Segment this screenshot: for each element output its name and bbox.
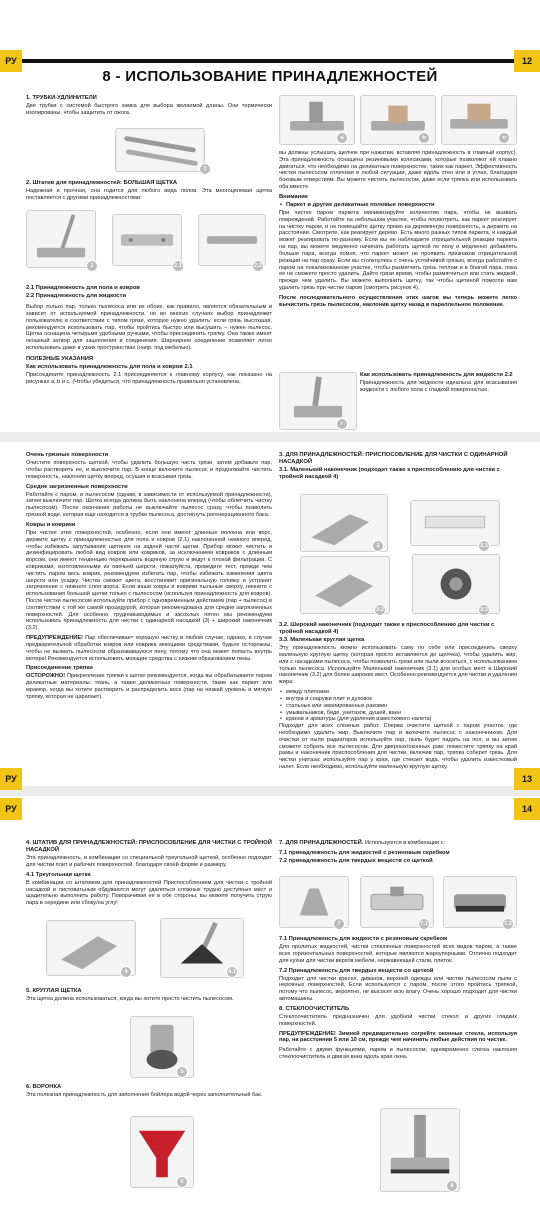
- medium-dirty-text: Работайте с паром, и пылесосом (одним, в зависимости от используемой принадлежности), затем выключите пар. Щетка всегда должна быть наклонена вперед (чтобы облегчить чистку пылесосом). После окончания работы не выключайте пылесос сразу, чтобы позволить грязной воде, которая еще находится в трубке пылесоса, достигнуть регенерационного бака.: [26, 491, 272, 518]
- liquid-section: [360, 372, 517, 397]
- figure-label-g: г: [336, 418, 348, 430]
- figure-label-3-3: 3.3: [478, 604, 490, 616]
- useful-tips-subheading: Как использовать принадлежность для пола и ковров 2.1: [26, 363, 193, 370]
- left-column: [26, 840, 272, 910]
- section-7-2-heading: 7.2 Принадлежность для твердых веществ со щеткой: [279, 967, 434, 974]
- grease-list-item: • кранов и арматуры (для удаления известкового налета): [279, 716, 517, 723]
- section-2-heading: 2. Штатив для принадлежностей: БОЛЬШАЯ ЩЕТКА: [26, 180, 178, 186]
- section-7-1-text: Для пролитых жидкостей, чистки стеклянных поверхностей всех видов паром, а также всех горизонтальных поверхностей, которые являются жароупорными. Отлично подходит для кухни для чистки верхов мебели, нержавеющей стали, плиток.: [279, 944, 517, 964]
- page-12: [0, 0, 540, 430]
- page-13: [0, 446, 540, 786]
- section-8-text-2: Работайте с двумя функциями, паром и пылесосом, одновременно слегка наклоняя стеклоочиститель и двигая вниз вдоль края окна.: [279, 1047, 517, 1060]
- figure-label-2: 2: [86, 260, 98, 272]
- useful-tips-heading: ПОЛЕЗНЫЕ УКАЗАНИЯ: [26, 355, 94, 362]
- useful-tips-text: Присоедините принадлежность 2.1 присоединяется к главному корпусу, как показано на рисунках a, b и c. (Чтобы убедиться, что принадлежность правильно установлена,: [26, 371, 272, 385]
- section-7: [279, 840, 517, 866]
- language-tab: РУ: [0, 50, 22, 72]
- attention-text: При чистке паром паркета минимизируйте количество пара, чтобы не вызвать повреждений. Работайте на небольшом участке, чтобы посмотреть, как паркет реагирует на чистку паром, и не помещайте щетку прямо на деревянную поверхность, а держите на расстоянии. Смотрите, как реагирует дерево. Есть много разных типов паркета, и каждый может реагировать по-разному. Если вы не наблюдаете отрицательной реакции паркета на пар, вы можете медленно начинать работать щеткой по полу и медленно добавлять больше пара, всегда помня, что паркет может не проявить признаков отрицательной реакции на пар сразу. Если вы столкнулись с очень устойчивой грязью, всегда работайте с паром на локализованном участке, чтобы размягчить грязь теплом и в благой пара, пока ее не сможете просто удалить. Дайте грязи время, чтобы размягчиться или стать жидкой, прежде чем удалить. Вы можете выполнить щетку, так чтобы щетиной помогли вам удалить грязь при чистке паром (смотреть рисунок 4).: [279, 210, 517, 291]
- after-steps-text: После последовательного осуществления этих шагов вы теперь можете легко вычистить грязь пылесосом, наклонив щетку назад в параллельное положение.: [279, 294, 517, 308]
- section-7-heading: 7. ДЛЯ ПРИНАДЛЕЖНОСТЕЙ.: [279, 840, 364, 846]
- section-7-item-1: 7.1 принадлежность для жидкостей с резиновым скребком: [279, 850, 450, 857]
- section-3-3-heading: 3.3. Маленькая круглая щетка: [279, 637, 365, 644]
- page-number-tab: 13: [514, 768, 540, 790]
- section-4-heading: 4. ШТАТИВ ДЛЯ ПРИНАДЛЕЖНОСТЕЙ: ПРИСПОСОБЛЕНИЕ ДЛЯ ЧИСТКИ С ТРОЙНОЙ НАСАДКОЙ: [26, 840, 272, 854]
- page-separator: [0, 432, 540, 442]
- section-2-body: [26, 285, 272, 389]
- section-5-text: Эта щетка должна использоваться, когда вы хотите просто чистить пылесосом.: [26, 996, 234, 1003]
- figure-label-3: 3: [372, 540, 384, 552]
- page-separator: [0, 786, 540, 796]
- figure-label-7: 7: [333, 918, 345, 930]
- grease-list-item: • внутри и снаружи плит и духовок: [279, 696, 517, 703]
- attention-heading: Внимание: [279, 193, 308, 200]
- liquid-heading: Как использовать принадлежность для жидкости 2.2: [360, 372, 513, 378]
- floor-carpet-attachment-image: [112, 214, 182, 266]
- header-rule: [22, 59, 514, 63]
- section-6-heading: 6. ВОРОНКА: [26, 1084, 62, 1090]
- very-dirty-text: Очистите поверхность щеткой, чтобы удалить большую часть грязи, затем добавьте пар, чтобы растворить ее, и выключите пар. В конце включите пылесос и продолжайте чистить поверхность, наклоняя щетку вперед, осушая и всасывая грязь.: [26, 460, 272, 480]
- page-number-tab: 12: [514, 50, 540, 72]
- section-3-heading: 3. ДЛЯ ПРИНАДЛЕЖНОСТЕЙ: ПРИСПОСОБЛЕНИЕ ДЛЯ ЧИСТКИ С ОДИНАРНОЙ НАСАДКОЙ: [279, 452, 508, 466]
- figure-label-2-1: 2.1: [172, 260, 184, 272]
- window-cleaner-image: [380, 1108, 460, 1192]
- section-7-item-2: 7.2 принадлежность для твердых веществ со щеткой: [279, 858, 433, 865]
- right-column-top: [279, 452, 517, 482]
- extension-tubes-image: [115, 128, 205, 172]
- section-6-text: Эта полезная принадлежность для заполнения бойлера водой через заполнительный бак.: [26, 1092, 263, 1099]
- section-4-text: Эта принадлежность, в комбинации со специальной треугольной щеткой, особенно подходит для чистки плит и рабочих поверхностей, благодаря своей форме и размеру.: [26, 855, 272, 868]
- section-4-1-heading: 4.1 Треугольная щетка: [26, 871, 91, 878]
- figure-label-2-2: 2.2: [252, 260, 264, 272]
- liquid-text: Принадлежность для жидкости идеальна для всасывания жидкости с любого пола с гладкой поверхностью.: [360, 380, 517, 393]
- figure-label-8: 8: [446, 1180, 458, 1192]
- figure-label-4: 4: [120, 966, 132, 978]
- section-8-text: Стеклоочиститель предназначен для удобной чистки стекол и других гладких поверхностей.: [279, 1013, 517, 1027]
- section-8-warning: ПРЕДУПРЕЖДЕНИЕ! Зимней предварительно согрейте оконные стекла, используя пар, на расстоянии 5 или 10 см, прежде чем начинать любые действия по чистке.: [279, 1030, 517, 1044]
- medium-dirty-heading: Средне загрязненные поверхности: [26, 483, 128, 490]
- figure-label-5: 5: [176, 1066, 188, 1078]
- grease-list-item: • между плитками: [279, 689, 517, 696]
- figure-label-3-2: 3.2: [374, 604, 386, 616]
- caution-label: ОСТОРОЖНО!: [26, 673, 66, 680]
- section-3-1-heading: 3.1. Маленький наконечник (подходит также к приспособлению для чистки с тройной насадкой 4): [279, 467, 500, 481]
- section-3-text: Эту принадлежность можно использовать саму по себе или присоединить сверху маленькую круглую щетку (которая просто вставляется до щелчка), чтобы удалить жир, или с насадками пылесоса, чтобы позволить грязи или пыли всосаться, с использованием только пылесоса. Используйте Маленький наконечник (3.1) для особых мест и Широкий наконечник (3.2) для более широких мест. Особенно рекомендуется для чистки и удаления жира:: [279, 645, 517, 686]
- small-nozzle-image: [410, 500, 500, 546]
- section-2-body-text: Выбор только пар, только пылесоса или их обоих, как правило, является обязательным и зависит от используемой принадлежности, но во многих случаях выбор принадлежит пользователю в соответствии с типом грязи, которую нужно удалить: если грязь высохшая, рекомендуется использовать пар, чтобы пройтись быстро или высушить – нужен пылесос. Щетка оснащена четырьмя удобными ручками, чтобы присоединять тряпку. Она также имеет окошный затвор для зацепления и соединения. Шарнирное соединение позволяет легко использовать даже в узких пространствах (напр. под мебелью).: [26, 304, 272, 351]
- language-tab: РУ: [0, 798, 22, 820]
- section-1-heading: 1. ТРУБКИ-УДЛИНИТЕЛИ: [26, 95, 97, 101]
- section-2: [26, 180, 272, 205]
- figure-label-7-1: 7.1: [418, 918, 430, 930]
- left-column: [26, 95, 272, 120]
- attention-list: [279, 202, 517, 209]
- very-dirty-heading: Очень грязные поверхности: [26, 452, 109, 458]
- figure-label-1: 1: [199, 163, 211, 175]
- liquid-attachment-image: [198, 214, 266, 266]
- section-7-details: [279, 936, 517, 1064]
- warning-label: ПРЕДУПРЕЖДЕНИЕ!: [26, 635, 83, 642]
- section-2-2-heading: 2.2 Принадлежность для жидкости: [26, 293, 127, 300]
- grease-list-item: • стальных или эмалированных раковин: [279, 703, 517, 710]
- grease-list-item: • умывальников, биде, унитазов, душей, ванн: [279, 710, 517, 717]
- section-7-1-heading: 7.1 Принадлежность для жидкости с резиновым скребком: [279, 936, 448, 942]
- page-14: [0, 798, 540, 1206]
- section-5: [26, 988, 272, 1006]
- right-column-bottom: [279, 622, 517, 774]
- section-6: [26, 1084, 272, 1102]
- grease-list: [279, 689, 517, 723]
- figure-label-7-2: 7.2: [502, 918, 514, 930]
- section-2-1-heading: 2.1 Принадлежность для пола и ковров: [26, 285, 140, 291]
- section-3-2-heading: 3.2. Широкий наконечник (подходит также к приспособлению для чистки с тройной насадкой 4): [279, 622, 495, 636]
- right-column: [279, 150, 517, 311]
- figure-label-c: c: [498, 132, 510, 144]
- section-7-2-text: Подходит для чистки кресел, диванов, верхней одежды или чистки пылесосом пыли с неровных поверхностей. Если используется с паром, после этого пройтись тряпкой, потому что пылесос, вероятно, не высосет всю влагу. Очень хорошо подходит для чистки автомашины.: [279, 975, 517, 1002]
- section-8-heading: 8. СТЕКЛООЧИСТИТЕЛЬ: [279, 1005, 350, 1012]
- left-column: [26, 452, 272, 704]
- section-1-text: Две трубки с системой быстрого замка для выбора желаемой длины. Они термически изолированы, чтобы защитить от ожога.: [26, 103, 272, 116]
- figure-label-6: 6: [176, 1176, 188, 1188]
- attention-item: • Паркет и другие деликатные половые поверхности: [279, 202, 517, 209]
- cloth-heading: Присоединение тряпки: [26, 665, 93, 672]
- section-5-heading: 5. КРУГЛАЯ ЩЕТКА: [26, 988, 82, 994]
- warning-text: Пар обеспечивает хорошую чистку в любом случае, однако, в случае предварительной обработки ковров или коврика моющими средствами, будьте осторожны, чтобы не вызвать пылесосом образовавшуюся пену, потому что она может попасть внутрь мотора! Рекомендуется использовать моющие средства с низким образованием пены.: [26, 635, 272, 662]
- carpets-heading: Ковры и коврики: [26, 521, 76, 528]
- right-intro-text: вы должны услышать щелчок при нажатии, вставляя принадлежность в главный корпус). Эта принадлежность оснащена резиновыми колесиками, которые позволяют ей плавно двигаться, что необходимо на деликатных поверхностях, таких как паркет. Эффективность чистки пылесосом отличная в любой ситуации, даже вдоль стен или в углах, благодаря боковым отверстиям. Вы можете чистить пылесосом, даже если тряпка или использовать оба вместе.: [279, 150, 517, 191]
- language-tab: РУ: [0, 768, 22, 790]
- cloth-text: Прикрепление тряпки к щетке рекомендуется, когда вы обрабатываете паром деликатные материалы: ткань, а также деликатные поверхности, такие как паркет или мрамор, когда вы хотите растворить и распределить воск (пар на низкий уровень и мягкую тряпку, которая не царапает).: [26, 673, 272, 700]
- big-brush-image: [26, 210, 96, 268]
- figure-label-3-1: 3.1: [478, 540, 490, 552]
- carpets-text: При чистке этих поверхностей, особенно, если они имеют длинные волокна или ворс, держите щетку с принадлежностью для пола и ковров (2.1) наклоненной немного вперед, чтобы избежать запутывания щетинок на задней части щетки. Прибор может чистить и дезинфицировать любой вид ковров или ковриков, за исключением ковриков с длинным ворсом, они имеют тенденцию перекрывать водяную струю и ведут к плохой фильтрации. С ковриками, изготовленными из овечьей шерсти, пожалуйста, проведите тест, прежде чем чистить паром весь коврик, рекомендуем избегать пар, чтобы избежать изменения цвета шерсти или усадку. Чистка сможет цвета, восстановит оригинальную головку и устранит загрязнение с нижнего слоя ворса. Если ваши ковры и коврики пыльные сверху, начните с использования большой щетки только с пылесосом (используя принадлежность для ковров). После чистки пылесосом используйте прибор с одновременным действием (пар + пылесос) в соответствии с той же самой процедурой, которая рекомендована для средне загрязненных поверхностей. Для особенно трудновыводимых и засохлых пятен мы рекомендуем использовать принадлежность для чистки с одинарной насадкой (3) + широкий наконечник (3.2).: [26, 529, 272, 632]
- section-7-text: Используются в комбинации с:: [365, 840, 446, 846]
- section-4-1-text: В комбинации со штативом для принадлежностей Приспособлением для чистки с тройной насадкой и листоватьным обдуваются могут удаляться сложных трудно доступных мест и щадительно выполнить работу. Поворачивая ее в обе стороны, вы можете получить струю пара в середине или сбоку/на углу!: [26, 879, 272, 907]
- page-title: 8 - ИСПОЛЬЗОВАНИЕ ПРИНАДЛЕЖНОСТЕЙ: [102, 68, 438, 85]
- section-3-text-2: Подходит для всех сложных работ. Сперва очистите щеткой с паром участок, где необходимо удалить жир. Выключите пар и включите пылесос с наконечником. Для очистки от пыли радиаторов используйте пар, пыль будет падать на пол, и вы затем сможете собрать все пылесосом. Для дверных/оконных рам: поместите тряпку на край рамы и наконечник приспособления для чистки, включив пар, тряпка соберет грязь. Для чистки унитаза: используйте пар у края, где стекает вода, чтобы удалить известковый налет. Если необходимо, используйте маленькую круглую щетку.: [279, 723, 517, 770]
- page-number-tab: 14: [514, 798, 540, 820]
- section-2-text: Надежная и прочная, она годится для любого вида полов. Эта многоцелевая щетка поставляется с другими принадлежностями:: [26, 188, 272, 201]
- figure-label-a: a: [336, 132, 348, 144]
- figure-label-4-1: 4.1: [226, 966, 238, 978]
- figure-label-b: b: [418, 132, 430, 144]
